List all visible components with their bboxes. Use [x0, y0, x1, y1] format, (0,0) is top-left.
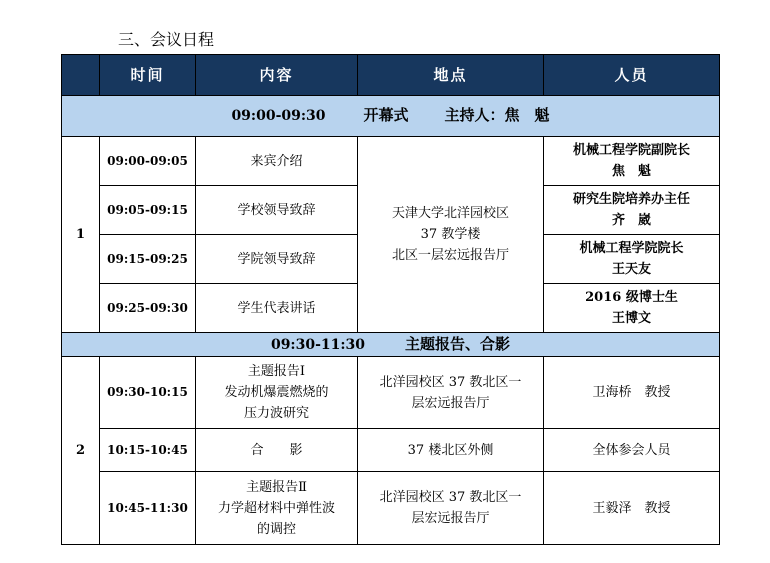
location-line: 层宏远报告厅: [411, 511, 490, 526]
row-content: [196, 472, 358, 545]
people-line: 齐 崴: [611, 213, 651, 228]
people-line: 王天友: [611, 262, 651, 277]
row-time: 09:00-09:05: [100, 137, 196, 186]
row-people: 全体参会人员: [544, 429, 720, 472]
header-people: 人员: [544, 55, 720, 96]
row-time: 10:45-11:30: [100, 472, 196, 545]
content-line: 压力波研究: [243, 406, 309, 421]
content-line: 主题报告Ⅰ: [247, 364, 306, 379]
row-people: [544, 137, 720, 186]
session-banner-cell: [62, 96, 720, 137]
location-line: 层宏远报告厅: [411, 395, 490, 411]
row-people: [544, 235, 720, 284]
content-line: 发动机爆震燃烧的: [224, 385, 329, 400]
table-row: [62, 472, 720, 545]
table-row: [62, 137, 720, 186]
session-banner: [62, 333, 720, 357]
table-row: [62, 429, 720, 472]
location-line: 天津大学北洋园校区: [391, 206, 509, 221]
row-content: 来宾介绍: [196, 137, 358, 186]
row-people: [544, 186, 720, 235]
row-time: 09:25-09:30: [100, 284, 196, 333]
section-title: 三、会议日程: [118, 30, 215, 49]
content-line: 的调控: [256, 521, 296, 537]
row-time: 10:15-10:45: [100, 429, 196, 472]
row-content: [196, 357, 358, 429]
header-time: 时间: [100, 55, 196, 96]
row-content: 学校领导致辞: [196, 186, 358, 235]
row-people: 王毅泽 教授: [544, 472, 720, 545]
people-line: 2016 级博士生: [585, 290, 678, 305]
session-time: 09:30-11:30: [270, 337, 366, 353]
content-line: 主题报告Ⅱ: [246, 479, 307, 495]
session-title: 主题报告、合影: [405, 335, 511, 353]
row-time: 09:05-09:15: [100, 186, 196, 235]
row-people: [544, 284, 720, 333]
schedule-table: [61, 54, 720, 545]
row-location: [358, 357, 544, 429]
session-banner-cell: [62, 333, 720, 357]
location-line: 北洋园校区 37 教北区一: [379, 490, 522, 505]
people-line: 王博文: [611, 311, 651, 326]
row-time: 09:15-09:25: [100, 235, 196, 284]
session-host: 主持人：焦 魁: [444, 106, 550, 124]
session-banner: [62, 96, 720, 137]
header-location: 地点: [358, 55, 544, 96]
location-line: 北洋园校区 37 教北区一: [379, 374, 522, 390]
header-row: [62, 55, 720, 96]
session-number: 1: [62, 137, 100, 333]
people-line: 机械工程学院院长: [579, 241, 684, 256]
row-location: 37 楼北区外侧: [358, 429, 544, 472]
table-row: [62, 357, 720, 429]
row-people: 卫海桥 教授: [544, 357, 720, 429]
row-content: 学生代表讲话: [196, 284, 358, 333]
session-number: 2: [62, 357, 100, 545]
header-content: 内容: [196, 55, 358, 96]
row-location: [358, 472, 544, 545]
location-line: 北区一层宏远报告厅: [391, 248, 509, 263]
header-blank: [62, 55, 100, 96]
row-content: 合 影: [196, 429, 358, 472]
session-location: [358, 137, 544, 333]
people-line: 机械工程学院副院长: [572, 143, 690, 158]
session-title: 开幕式: [363, 106, 409, 124]
people-line: 焦 魁: [611, 164, 651, 179]
row-content: 学院领导致辞: [196, 235, 358, 284]
session-time: 09:00-09:30: [231, 108, 326, 124]
location-line: 37 教学楼: [420, 227, 481, 242]
content-line: 力学超材料中弹性波: [217, 500, 335, 516]
people-line: 研究生院培养办主任: [572, 192, 690, 207]
row-time: 09:30-10:15: [100, 357, 196, 429]
